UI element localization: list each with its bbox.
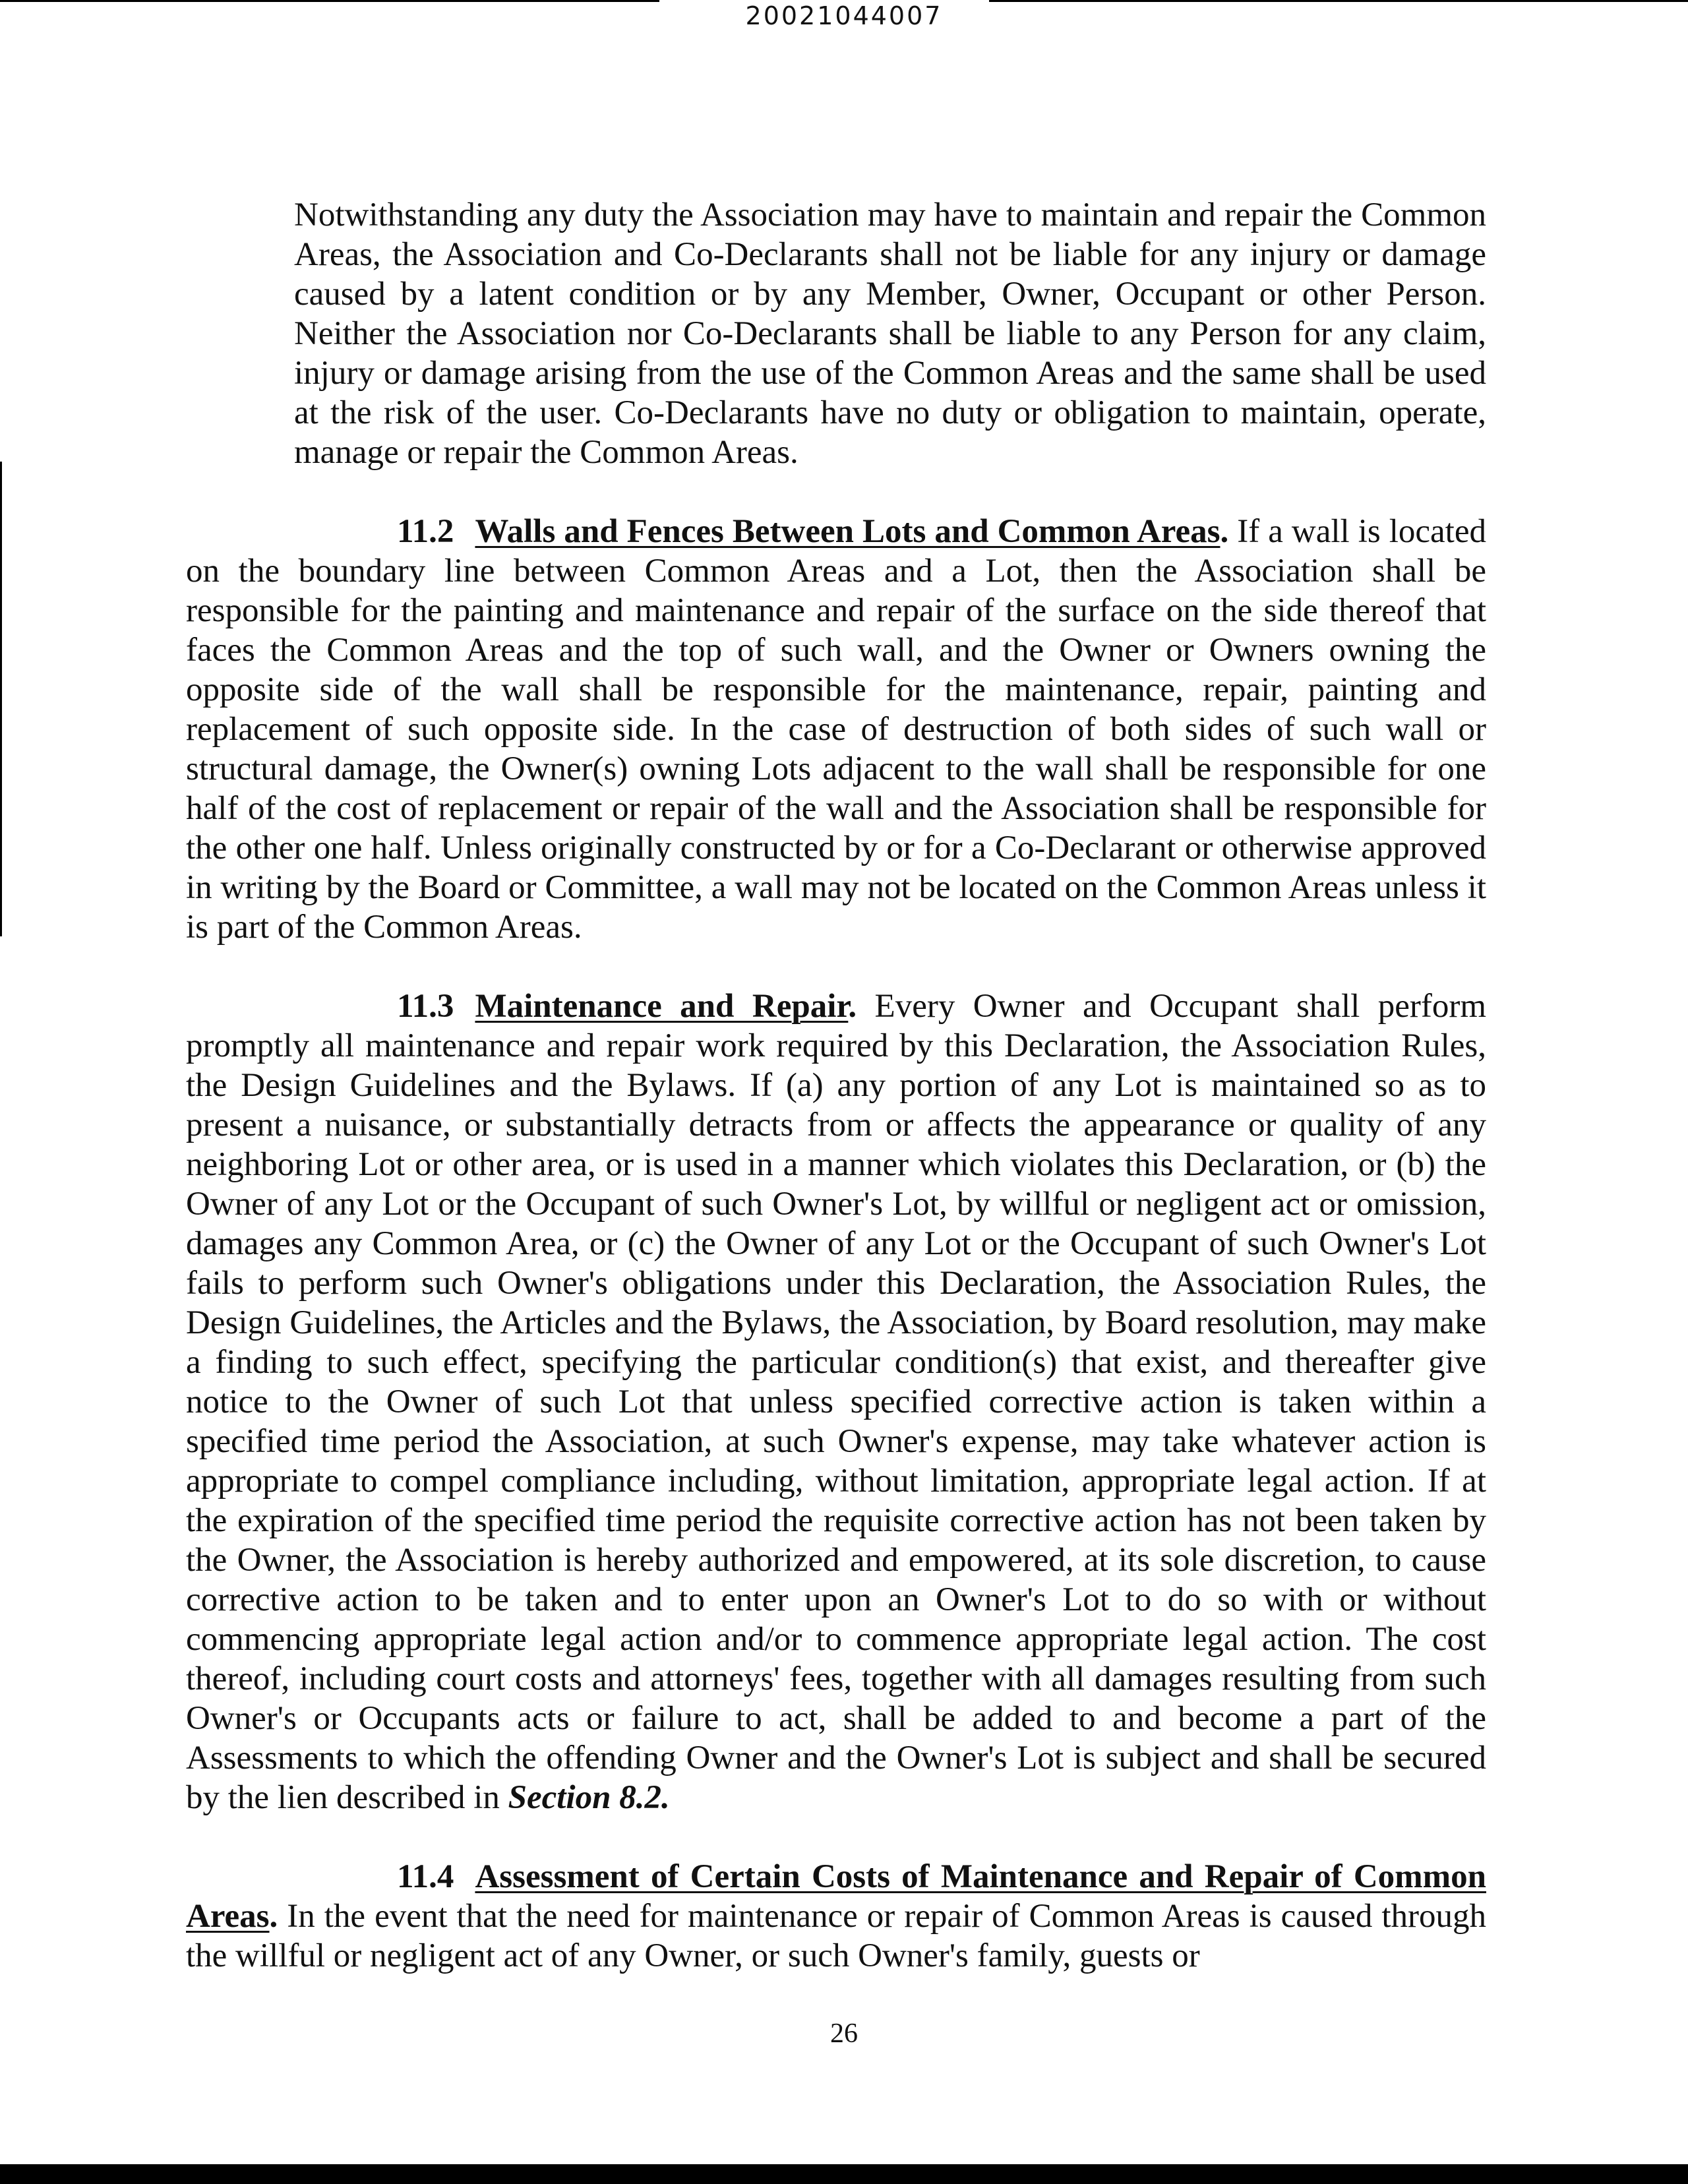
intro-paragraph: Notwithstanding any duty the Association may have to maintain and repair the Common Areas, the Association and Co-Declarants shall not be liable for any injury or damage caused by a latent condition or by any Member, Owner, Occupant or other Person. Neither the Association nor Co-Declarants shall be liable to any Person for any claim, injury or damage arising from the use of the Common Areas and the same shall be used at the risk of the user. Co-Declarants have no duty or obligation to maintain, operate, manage or repair the Common Areas. [294,197,1486,471]
section-number: 11.4 [397,1858,454,1895]
reference-period: . [661,1779,670,1816]
scan-bottom-bar [0,2164,1688,2184]
document-number: 20021044007 [745,1,943,30]
section-11-2 [186,512,1486,947]
section-body: If a wall is located on the boundary line between Common Areas and a Lot, then the Association shall be responsible for the painting and maintenance and repair of the surface on the side thereof that faces the Common Areas and the top of such wall, and the Owner or Owners owning the opposite side of the wall shall be responsible for the maintenance, repair, painting and replacement of such opposite side. In the case of destruction of both sides of such wall or structural damage, the Owner(s) owning Lots adjacent to the wall shall be responsible for one half of the cost of replacement or repair of the wall and the Association shall be responsible for the other one half. Unless originally constructed by or for a Co-Declarant or otherwise approved in writing by the Board or Committee, a wall may not be located on the Common Areas unless it is part of the Common Areas. [186,513,1486,946]
heading-period: . [269,1898,278,1935]
section-heading: Walls and Fences Between Lots and Common Areas [475,513,1221,550]
section-heading: Maintenance and Repair [475,988,849,1025]
section-11-3 [186,986,1486,1817]
heading-period: . [848,988,857,1025]
section-body: In the event that the need for maintenance or repair of Common Areas is caused through the willful or negligent act of any Owner, or such Owner's family, guests or [186,1898,1486,1974]
section-number: 11.3 [397,988,454,1025]
scan-left-edge [0,462,2,936]
section-reference: Section 8.2 [508,1779,661,1816]
document-body [186,195,1486,1976]
section-11-4 [186,1857,1486,1976]
section-heading: Assessment of Certain Costs of Maintenance and Repair of Common Areas [186,1858,1486,1935]
heading-period: . [1220,513,1229,550]
section-number: 11.2 [397,513,454,550]
section-body: Every Owner and Occupant shall perform promptly all maintenance and repair work required by this Declaration, the Association Rules, the Design Guidelines and the Bylaws. If (a) any portion of any Lot is maintained so as to present a nuisance, or substantially detracts from or affects the appearance or quality of any neighboring Lot or other area, or is used in a manner which violates this Declaration, or (b) the Owner of any Lot or the Occupant of such Owner's Lot, by willful or negligent act or omission, damages any Common Area, or (c) the Owner of any Lot or the Occupant of such Owner's Lot fails to perform such Owner's obligations under this Declaration, the Association Rules, the Design Guidelines, the Articles and the Bylaws, the Association, by Board resolution, may make a finding to such effect, specifying the particular condition(s) that exist, and thereafter give notice to the Owner of such Lot that unless specified corrective action is taken within a specified time period the Association, at such Owner's expense, may take whatever action is appropriate to compel compliance including, without limitation, appropriate legal action. If at the expiration of the specified time period the requisite corrective action has not been taken by the Owner, the Association is hereby authorized and empowered, at its sole discretion, to cause corrective action to be taken and to enter upon an Owner's Lot to do so with or without commencing appropriate legal action and/or to commence appropriate legal action. The cost thereof, including court costs and attorneys' fees, together with all damages resulting from such Owner's or Occupants acts or failure to act, shall be added to and become a part of the Assessments to which the offending Owner and the Owner's Lot is subject and shall be secured by the lien described in [186,988,1486,1816]
page-number: 26 [830,2018,858,2049]
